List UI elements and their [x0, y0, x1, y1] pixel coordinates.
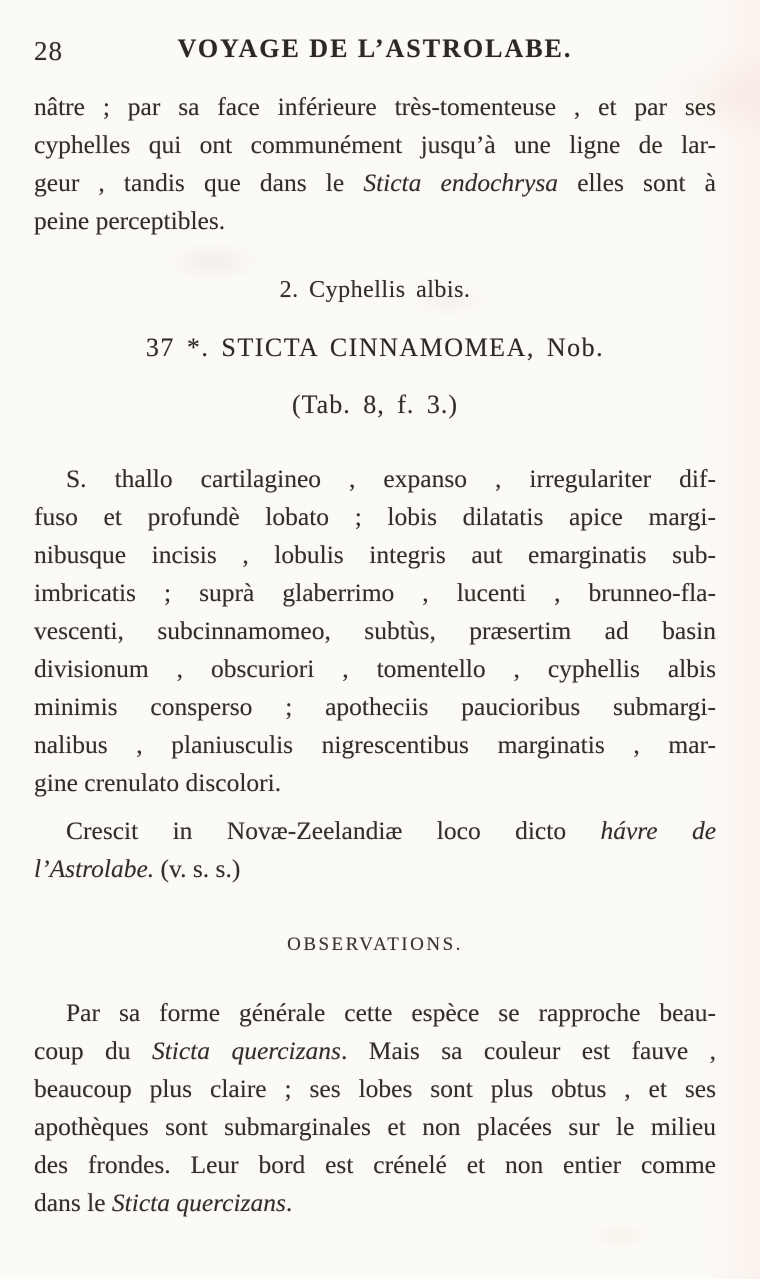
- italic-text-run: Sticta quercizans: [111, 1188, 286, 1217]
- observations-heading: OBSERVATIONS.: [287, 934, 463, 955]
- text-line: [34, 1070, 716, 1108]
- text-line: [34, 994, 716, 1032]
- text-run: .: [285, 1188, 293, 1217]
- text-run: peine perceptibles.: [34, 206, 226, 235]
- text-line: [34, 850, 716, 888]
- text-line: [34, 764, 716, 802]
- text-run: (v. s. s.): [154, 854, 241, 883]
- text-run: cyphelles qui ont communément jusqu’à une ligne de lar-: [34, 130, 716, 159]
- text-line: [34, 460, 716, 498]
- diagnosis-paragraph: [34, 460, 716, 802]
- text-run: vescenti, subcinnamomeo, subtùs, præsertim ad basin: [34, 616, 716, 645]
- text-line: [34, 574, 716, 612]
- plate-reference: (Tab. 8, f. 3.): [291, 390, 459, 419]
- subsection-heading: 2. Cyphellis albis.: [279, 277, 471, 303]
- text-run: Par sa forme générale cette espèce se rapproche beau-: [66, 998, 716, 1027]
- text-run: beaucoup plus claire ; ses lobes sont plus obtus , et ses: [34, 1074, 716, 1103]
- page-header: [34, 34, 716, 68]
- text-line: [34, 1184, 716, 1222]
- text-line: [34, 126, 716, 164]
- text-run: des frondes. Leur bord est crénelé et non entier comme: [34, 1150, 716, 1179]
- text-line: [34, 498, 716, 536]
- text-line: [34, 650, 716, 688]
- text-run: apothèques sont submarginales et non placées sur le milieu: [34, 1112, 716, 1141]
- text-run: coup du: [34, 1036, 152, 1065]
- text-run: gine crenulato discolori.: [34, 768, 282, 797]
- text-line: [34, 536, 716, 574]
- text-run: minimis consperso ; apotheciis paucioribus submargi-: [34, 692, 716, 721]
- text-line: [34, 164, 716, 202]
- italic-text-run: Sticta endochrysa: [363, 168, 559, 197]
- text-run: fuso et profundè lobato ; lobis dilatatis apice margi-: [34, 502, 716, 531]
- text-line: [34, 726, 716, 764]
- text-run: elles sont à: [558, 168, 716, 197]
- text-run: imbricatis ; suprà glaberrimo , lucenti , brunneo-fla-: [34, 578, 716, 607]
- page-number: 28: [34, 36, 63, 66]
- habitat-paragraph: [34, 812, 716, 888]
- text-line: [34, 688, 716, 726]
- text-run: divisionum , obscuriori , tomentello , cyphellis albis: [34, 654, 716, 683]
- text-line: [34, 88, 716, 126]
- italic-text-run: hávre de: [600, 816, 717, 845]
- text-run: S. thallo cartilagineo , expanso , irregulariter dif-: [66, 464, 716, 493]
- text-line: [34, 612, 716, 650]
- text-run: dans le: [34, 1188, 112, 1217]
- text-line: [34, 1032, 716, 1070]
- text-line: [34, 1146, 716, 1184]
- text-run: nalibus , planiusculis nigrescentibus marginatis , mar-: [34, 730, 716, 759]
- italic-text-run: l’Astrolabe.: [34, 854, 155, 883]
- text-line: [34, 202, 716, 240]
- text-run: Crescit in Novæ-Zeelandiæ loco dicto: [66, 816, 601, 845]
- running-title: VOYAGE DE L’ASTROLABE.: [177, 34, 573, 63]
- italic-text-run: Sticta quercizans: [151, 1036, 341, 1065]
- text-line: [34, 1108, 716, 1146]
- text-run: nibusque incisis , lobulis integris aut emarginatis sub-: [34, 540, 716, 569]
- text-run: . Mais sa couleur est fauve ,: [341, 1036, 716, 1065]
- intro-paragraph: [34, 88, 716, 240]
- text-line: [34, 812, 716, 850]
- text-run: nâtre ; par sa face inférieure très-tomenteuse , et par ses: [34, 92, 716, 121]
- text-run: geur , tandis que dans le: [34, 168, 364, 197]
- observations-paragraph: [34, 994, 716, 1222]
- species-heading: 37 *. STICTA CINNAMOMEA, Nob.: [145, 333, 605, 362]
